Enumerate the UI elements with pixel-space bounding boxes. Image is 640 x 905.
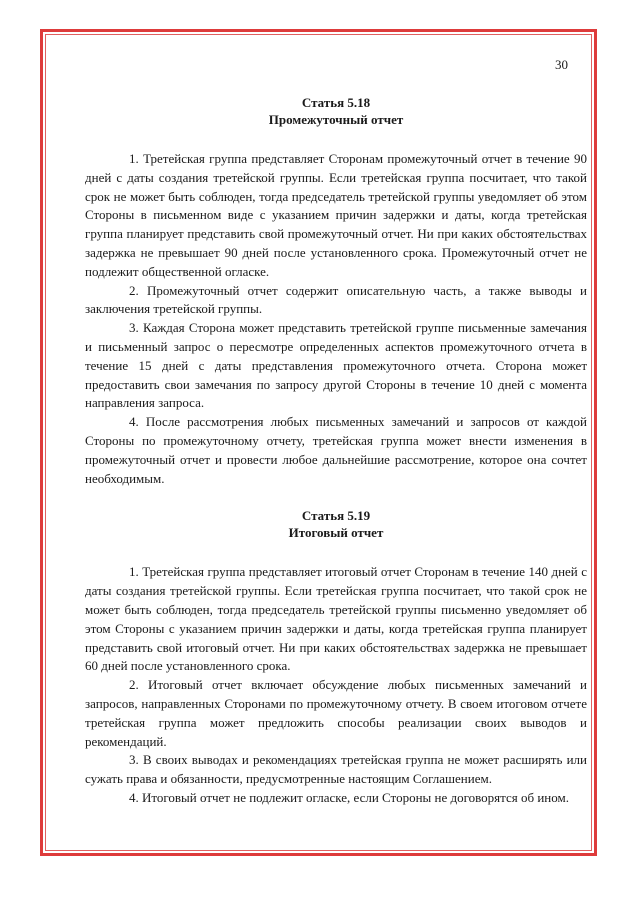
paragraph: 4. Итоговый отчет не подлежит огласке, если Стороны не договорятся об ином. — [129, 789, 569, 805]
article-5-19 — [85, 507, 587, 807]
article-subtitle: Промежуточный отчет — [268, 112, 404, 127]
document-body — [85, 94, 587, 808]
paragraph: 3. Каждая Сторона может представить третейской группе письменные замечания и письменный запрос о пересмотре определенных аспектов промежуточного отчета в течение 15 дней с даты представления промежуточного отчета. Сторона может предоставить свои замечания по запросу другой Стороны в течение 10 дней с момента направления запроса. — [85, 320, 587, 411]
paragraph: 2. Промежуточный отчет содержит описательную часть, а также выводы и заключения третейской группы. — [85, 282, 587, 317]
article-title: Статья 5.19 — [301, 508, 371, 524]
paragraph: 1. Третейская группа представляет Сторонам промежуточный отчет в течение 90 дней с даты создания третейской группы. Если третейская группа посчитает, что такой срок не может быть соблюден, тогда председатель третейской группы уведомляет об этом Стороны в письменном виде с указанием причин задержки и даты, когда третейская группа планирует представить свой промежуточный отчет. Ни при каких обстоятельствах задержка не превышает 90 дней после установленного срока. Промежуточный отчет не подлежит общественной огласке. — [85, 151, 587, 279]
paragraph: 1. Третейская группа представляет итоговый отчет Сторонам в течение 140 дней с даты создания третейской группы. Если третейская группа посчитает, что такой срок не может быть соблюден, тогда председатель третейской группы письменно уведомляет об этом Стороны с указанием причин задержки и даты, когда третейская группа планирует представить свой итоговый отчет. Ни при каких обстоятельствах задержка не превышает 60 дней после установленного срока. — [85, 564, 587, 674]
page-number: 30 — [555, 57, 568, 72]
article-subtitle: Итоговый отчет — [288, 525, 384, 541]
article-title: Статья 5.18 — [301, 95, 371, 110]
paragraph: 3. В своих выводах и рекомендациях третейская группа не может расширять или сужать права и обязанности, предусмотренные настоящим Соглашением. — [85, 752, 587, 787]
paragraph: 4. После рассмотрения любых письменных замечаний и запросов от каждой Стороны по промежуточному отчету, третейская группа может внести изменения в промежуточный отчет и провести любое дальнейшие рассмотрение, которое она сочтет необходимым. — [85, 414, 587, 486]
article-5-18 — [85, 94, 587, 488]
paragraph: 2. Итоговый отчет включает обсуждение любых письменных замечаний и запросов, направленных Сторонами по промежуточному отчету. В своем итоговом отчете третейская группа может предложить способы реализации своих выводов и рекомендаций. — [85, 677, 587, 749]
